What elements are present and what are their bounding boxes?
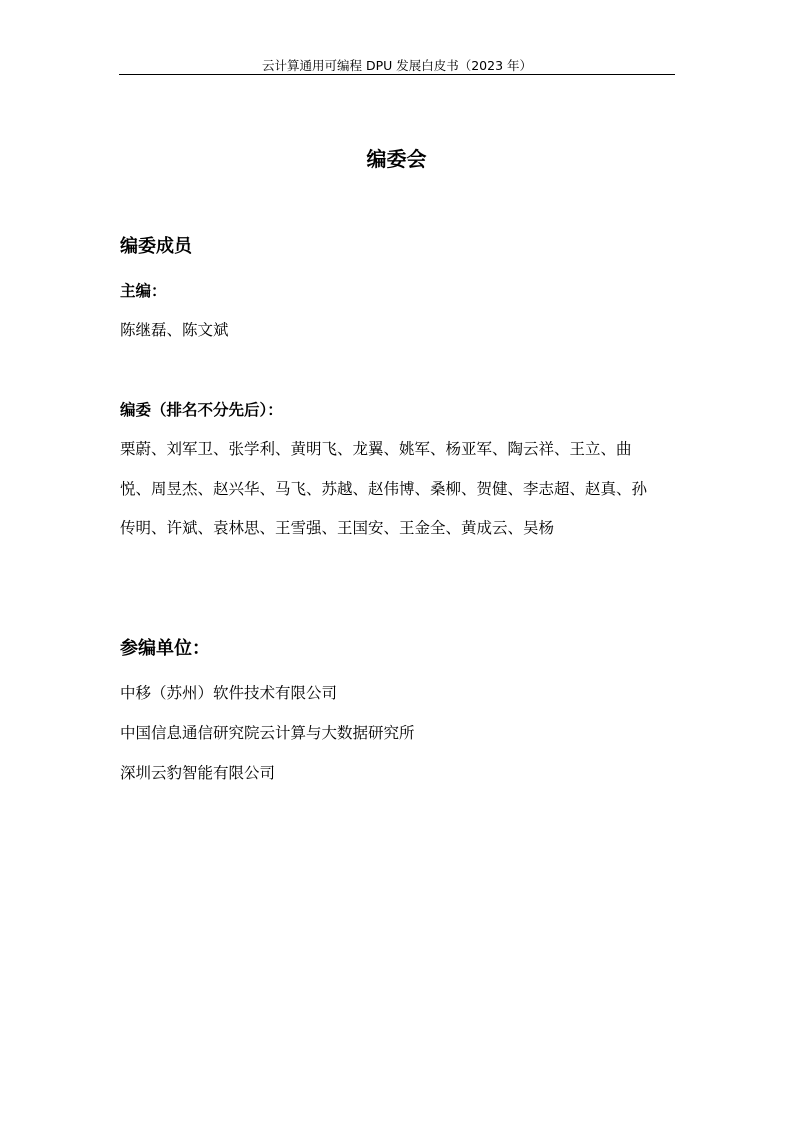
participant-unit: 中国信息通信研究院云计算与大数据研究所	[120, 724, 415, 742]
participants-heading: 参编单位：	[120, 638, 210, 659]
members-label: 编委（排名不分先后）：	[120, 401, 283, 419]
participant-unit: 深圳云豹智能有限公司	[120, 764, 276, 782]
running-title: 云计算通用可编程 DPU 发展白皮书（2023 年）	[261, 58, 533, 73]
member-line: 传明、许斌、袁林思、王雪强、王国安、王金全、黄成云、吴杨	[120, 519, 555, 537]
committee-heading: 编委成员	[120, 236, 192, 257]
page-header	[119, 56, 675, 76]
chief-editors: 陈继磊、陈文斌	[120, 321, 229, 339]
chief-editor-label: 主编：	[120, 282, 167, 300]
header-rule	[119, 74, 675, 75]
participant-unit: 中移（苏州）软件技术有限公司	[120, 684, 338, 702]
member-line: 栗蔚、刘军卫、张学利、黄明飞、龙翼、姚军、杨亚军、陶云祥、王立、曲	[120, 440, 632, 458]
member-line: 悦、周昱杰、赵兴华、马飞、苏越、赵伟博、桑柳、贺健、李志超、赵真、孙	[120, 480, 648, 498]
page-title: 编委会	[366, 147, 427, 171]
